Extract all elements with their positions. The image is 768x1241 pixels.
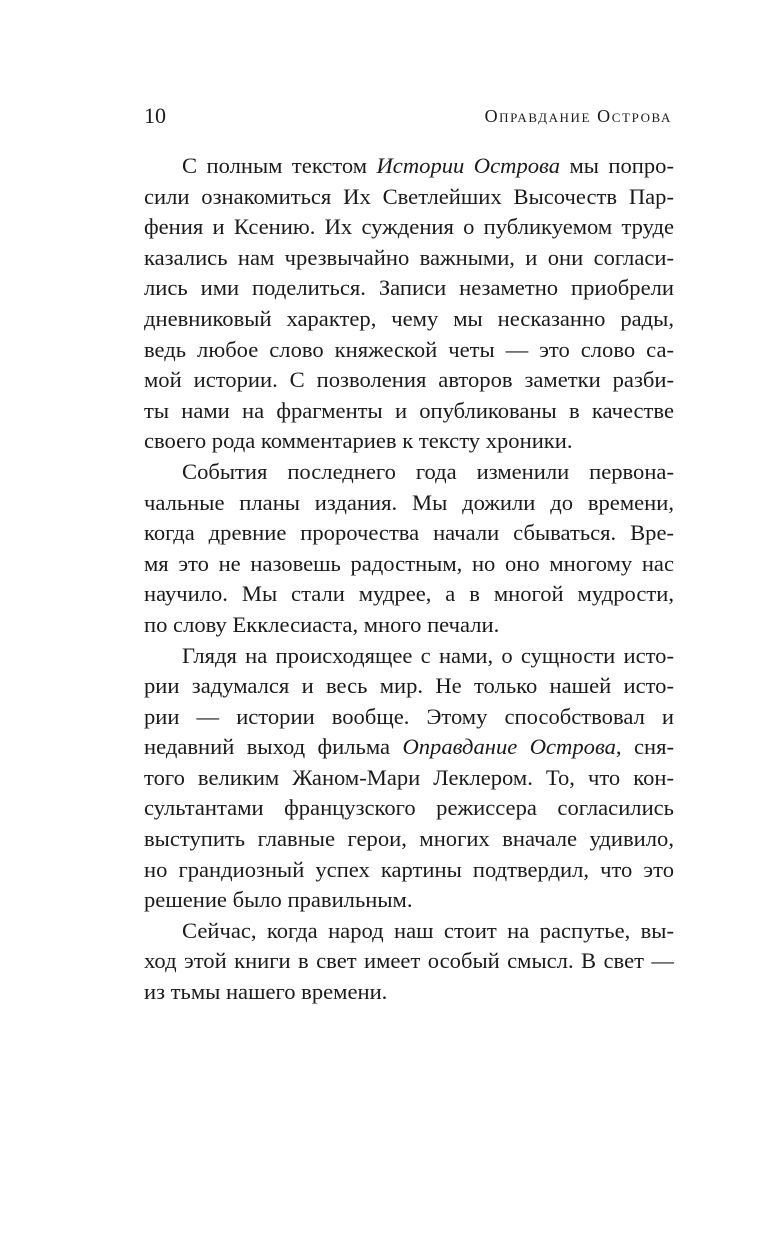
page-number: 10	[144, 103, 166, 128]
text-segment: С полным текстом	[182, 153, 377, 178]
text-line	[144, 335, 674, 366]
text-line	[144, 396, 674, 427]
running-title: Оправдание Острова	[484, 106, 672, 126]
text-line	[144, 304, 674, 335]
text-segment: Глядя на происходящее с нами, о сущности исто-	[182, 642, 674, 668]
italic-title: Оправдание Острова	[402, 734, 616, 760]
text-segment: сультантами французского режиссера согласились	[144, 795, 674, 821]
text-line	[144, 151, 674, 182]
text-line	[144, 488, 674, 519]
text-segment: мой истории. С позволения авторов заметки разби-	[144, 367, 674, 393]
text-line	[144, 885, 674, 916]
text-segment: своего рода комментариев к тексту хроники.	[144, 428, 573, 454]
text-line	[144, 916, 674, 947]
paragraph	[144, 916, 674, 1008]
text-line	[144, 243, 674, 274]
text-segment: решение было правильным.	[144, 887, 413, 913]
text-segment: сили ознакомиться Их Светлейших Высочеств Пар-	[144, 183, 674, 209]
text-segment: научило. Мы стали мудрее, а в многой мудрости,	[144, 581, 674, 607]
text-line	[144, 579, 674, 610]
text-line	[144, 518, 674, 549]
text-segment: События последнего года изменили первона-	[182, 458, 674, 484]
text-segment: чальные планы издания. Мы дожили до времени,	[144, 489, 674, 515]
text-segment: из тьмы нашего времени.	[144, 979, 388, 1005]
text-segment: ведь любое слово княжеской четы — это слово са-	[144, 336, 674, 362]
text-segment: по слову Екклесиаста, много печали.	[144, 611, 500, 637]
text-segment: рии — истории вообще. Этому способствовал и	[144, 703, 674, 729]
text-segment: недавний выход фильма	[144, 734, 403, 760]
text-segment: ты нами на фрагменты и опубликованы в качестве	[144, 397, 674, 423]
text-line	[144, 702, 674, 733]
text-line	[144, 212, 674, 243]
italic-title: Истории Острова	[376, 153, 560, 178]
text-line	[144, 549, 674, 580]
text-line	[144, 426, 674, 457]
text-segment: когда древние пророчества начали сбываться. Вре-	[144, 520, 674, 546]
paragraph	[144, 151, 674, 457]
text-line	[144, 671, 674, 702]
text-line	[144, 641, 674, 672]
paragraph	[144, 457, 674, 641]
text-segment: фения и Ксению. Их суждения о публикуемом труде	[144, 214, 674, 240]
text-segment: дневниковый характер, чему мы несказанно рады,	[144, 305, 674, 331]
text-segment: выступить главные герои, многих вначале удивило,	[144, 826, 674, 852]
text-segment: рии задумался и весь мир. Не только нашей исто-	[144, 673, 674, 699]
text-line	[144, 977, 674, 1008]
text-line	[144, 457, 674, 488]
text-line	[144, 732, 674, 763]
text-segment: ход этой книги в свет имеет особый смысл. В свет —	[144, 948, 674, 974]
text-segment: того великим Жаном-Мари Леклером. То, что кон-	[144, 764, 674, 790]
text-segment: мя это не назовешь радостным, но оно многому нас	[144, 550, 674, 576]
text-segment: , сня-	[615, 734, 675, 760]
text-segment: лись ими поделиться. Записи незаметно приобрели	[144, 275, 674, 301]
running-header	[144, 101, 672, 131]
body-text	[144, 151, 674, 1008]
text-segment: казались нам чрезвычайно важными, и они согласи-	[144, 244, 674, 270]
text-line	[144, 182, 674, 213]
text-line	[144, 824, 674, 855]
text-line	[144, 273, 674, 304]
text-segment: но грандиозный успех картины подтвердил, что это	[144, 856, 674, 882]
paragraph	[144, 641, 674, 916]
text-line	[144, 365, 674, 396]
text-segment: Сейчас, когда народ наш стоит на распутье, вы-	[182, 917, 674, 943]
text-line	[144, 855, 674, 886]
text-line	[144, 793, 674, 824]
text-line	[144, 946, 674, 977]
text-line	[144, 610, 674, 641]
text-segment: мы попро-	[560, 153, 674, 178]
text-line	[144, 763, 674, 794]
